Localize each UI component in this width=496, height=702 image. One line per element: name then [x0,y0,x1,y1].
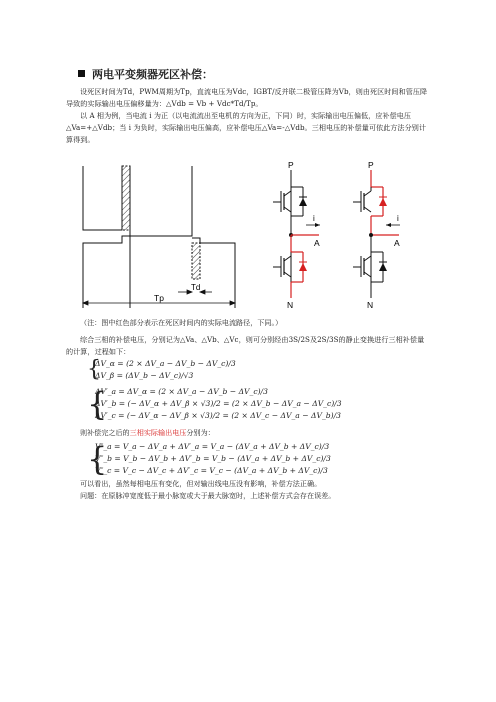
n-terminal-right: N [367,300,374,310]
p-terminal-left: P [288,160,294,170]
paragraph-deadtime-definition: 设死区时间为Td，PWM周期为Tp，直流电压为Vdc，IGBT/反并联二极管压降为Vb，则由死区时间和管压降导致的实际输出电压偏移量为：△Vdb = Vb + Vdc*Td/Tp。 [66,87,428,108]
equation-row: V″_c = V_c − ΔV_c + ΔV′_c = V_c − (ΔV_a + ΔV_b + ΔV_c)/3 [95,466,328,475]
heading-text: 两电平变频器死区补偿： [92,68,213,81]
paragraph-conclusion: 可以看出，虽然每相电压有变化，但对输出线电压没有影响，补偿方法正确。 [80,479,322,488]
paragraph-output-voltage [80,427,215,439]
equation-row: ΔV′_b = (− ΔV_α + ΔV_β × √3)/2 = (2 × ΔV_b − ΔV_a − ΔV_c)/3 [95,399,342,408]
igbt-leg-right [353,160,400,310]
highlighted-text: 三相实际输出电压 [129,428,187,437]
deadtime-hatch-bottom [192,243,200,279]
left-brace: { [87,385,108,423]
paragraph-phase-a-example: 以 A 相为例，当电流 i 为正（以电流流出至电机的方向为正，下同）时，实际输出电压偏低，应补偿电压△Va=+△Vdb；当 i 为负时，实际输出电压偏高，应补偿电压△Va=-△Vdb。三相电压的补偿量可依此方法分别计算得到。 [66,111,427,144]
section-heading [78,66,213,82]
p-terminal-right: P [368,160,374,170]
equation-row: V″_a = V_a − ΔV_a + ΔV′_a = V_a − (ΔV_a + ΔV_b + ΔV_c)/3 [95,442,330,451]
left-brace: { [87,357,101,382]
deadtime-hatch-top [122,166,130,230]
text-segment: 分别为： [186,428,215,437]
equation-row: ΔV_β = (ΔV_b − ΔV_c)/√3 [95,371,194,380]
n-terminal-left: N [287,300,294,310]
figure-note: （注：图中红色部分表示在死区时间内的实际电流路径，下同。） [80,318,283,327]
igbt-leg-left [273,160,320,310]
td-label: Td [191,283,201,292]
a-terminal-left: A [314,238,320,248]
paragraph-issue: 问题：在原脉冲宽度低于最小脉宽或大于最大脉宽时，上述补偿方式会存在误差。 [80,491,336,500]
paragraph-three-phase-compensation: 综合三相的补偿电压，分别记为△Va、△Vb、△Vc，则可分别经由3S/2S及2S/3S的静止变换进行三相补偿量的计算，过程如下： [66,335,425,356]
equation-row: ΔV′_c = (− ΔV_α − ΔV_β × √3)/2 = (2 × ΔV_c − ΔV_a − ΔV_b)/3 [95,411,341,420]
tp-label: Tp [154,293,164,303]
current-label-left: i [313,214,315,223]
equation-row: V″_b = V_b − ΔV_b + ΔV′_b = V_b − (ΔV_a + ΔV_b + ΔV_c)/3 [95,454,331,463]
a-terminal-right: A [394,238,400,248]
current-label-right: i [397,214,399,223]
equation-row: ΔV′_a = ΔV_α = (2 × ΔV_a − ΔV_b − ΔV_c)/3 [95,387,268,396]
pwm-waveform [83,166,235,308]
left-brace: { [87,440,108,478]
equation-row: ΔV_α = (2 × ΔV_a − ΔV_b − ΔV_c)/3 [95,359,236,368]
square-bullet-icon [78,70,85,77]
deadtime-figure [70,160,420,312]
text-segment: 则补偿完之后的 [80,428,130,437]
